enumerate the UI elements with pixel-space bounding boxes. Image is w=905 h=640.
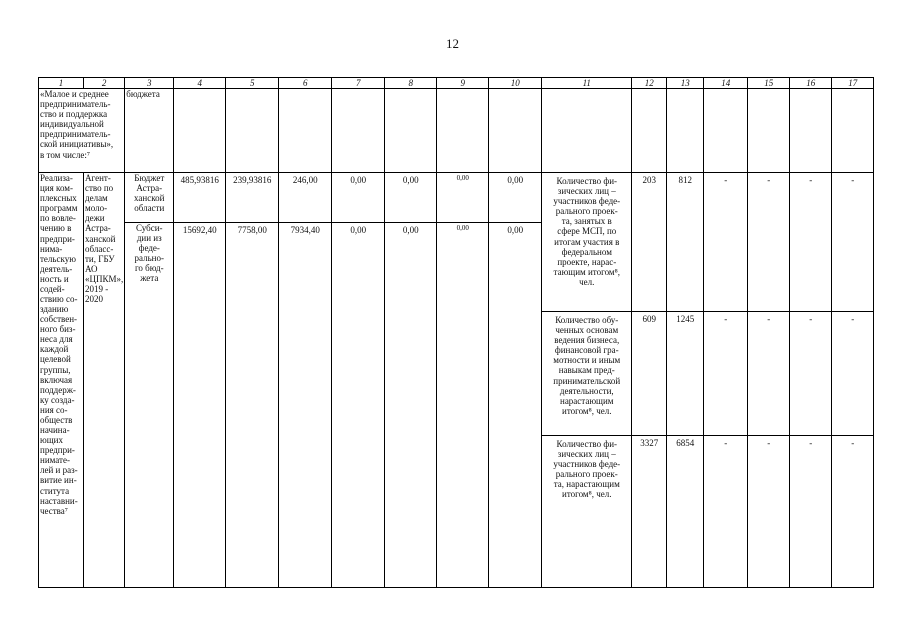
column-header: 3 — [125, 78, 174, 89]
table-cell — [279, 89, 332, 173]
activity-name: Реализа- ция ком- плексных программ по вовле- чению в предпри- нима- тельскую деятель- ность и содей- ствию со- зданию собствен- ного биз- неса для каждой целевой группы, включая поддерж- ку созда- ния со- обществ начина- ющих предпри- нимате- лей и раз- витие ин- ститута наставни- чества⁷ — [39, 173, 84, 588]
indicator-value: 203 — [632, 173, 667, 312]
program-funding-label: бюджета — [125, 89, 174, 173]
indicator-name: Количество фи- зических лиц – участников феде- рального проек- та, занятых в сфере МСП, по итогам участия в федеральном проекте, нарас- тающим итогом⁸, чел. — [542, 173, 632, 312]
column-header: 4 — [174, 78, 226, 89]
indicator-value: - — [704, 312, 748, 436]
table-cell — [385, 89, 437, 173]
indicator-value: - — [748, 312, 790, 436]
indicator-value: - — [832, 312, 874, 436]
column-header: 2 — [84, 78, 125, 89]
funding-value: 0,00 — [332, 223, 385, 588]
indicator-value: 812 — [667, 173, 704, 312]
column-header: 10 — [489, 78, 542, 89]
indicator-value: - — [790, 173, 832, 312]
column-header: 5 — [226, 78, 279, 89]
table-cell — [542, 89, 632, 173]
indicator-name: Количество фи- зических лиц – участников феде- рального проек- та, нарастающим итогом⁸, чел. — [542, 436, 632, 588]
column-header: 12 — [632, 78, 667, 89]
indicator-value: 6854 — [667, 436, 704, 588]
funding-value: 7758,00 — [226, 223, 279, 588]
funding-value: 239,93816 — [226, 173, 279, 223]
funding-value: 0,00 — [489, 223, 542, 588]
activity-row-1 — [39, 173, 874, 223]
funding-value: 7934,40 — [279, 223, 332, 588]
funding-value: 15692,40 — [174, 223, 226, 588]
program-table — [38, 77, 874, 588]
indicator-value: - — [704, 173, 748, 312]
column-header: 8 — [385, 78, 437, 89]
funding-value: 0,00 — [437, 173, 489, 223]
column-header: 1 — [39, 78, 84, 89]
table-cell — [332, 89, 385, 173]
table-cell — [632, 89, 667, 173]
column-header: 7 — [332, 78, 385, 89]
funding-value: 246,00 — [279, 173, 332, 223]
column-header: 6 — [279, 78, 332, 89]
funding-value: 0,00 — [385, 173, 437, 223]
column-header: 14 — [704, 78, 748, 89]
column-header: 15 — [748, 78, 790, 89]
table-cell — [226, 89, 279, 173]
indicator-value: - — [748, 173, 790, 312]
funding-source: Субси- дии из феде- рально- го бюд- жета — [125, 223, 174, 588]
funding-value: 0,00 — [437, 223, 489, 588]
indicator-value: - — [704, 436, 748, 588]
indicator-value: 3327 — [632, 436, 667, 588]
indicator-value: - — [832, 173, 874, 312]
funding-value: 0,00 — [332, 173, 385, 223]
table-cell — [489, 89, 542, 173]
funding-value: 0,00 — [489, 173, 542, 223]
page-number: 12 — [446, 36, 459, 51]
program-title: «Малое и среднее предприниматель- ство и поддержка индивидуальной предприниматель- ской инициативы», в том числе:⁷ — [39, 89, 125, 173]
funding-value: 0,00 — [385, 223, 437, 588]
table-cell — [832, 89, 874, 173]
table-cell — [667, 89, 704, 173]
indicator-value: - — [832, 436, 874, 588]
program-row — [39, 89, 874, 173]
funding-value: 485,93816 — [174, 173, 226, 223]
indicator-value: 609 — [632, 312, 667, 436]
column-header: 17 — [832, 78, 874, 89]
indicator-value: - — [790, 436, 832, 588]
table-cell — [704, 89, 748, 173]
indicator-value: - — [748, 436, 790, 588]
activity-executor: Агент- ство по делам моло- дежи Астра- ханской обласс- ти, ГБУ АО «ЦПКМ», 2019 - 2020 — [84, 173, 125, 588]
table-cell — [437, 89, 489, 173]
indicator-name: Количество обу- ченных основам ведения бизнеса, финансовой гра- мотности и иным навыкам пред- принимательской деятельности, нарастающим итогом⁸, чел. — [542, 312, 632, 436]
column-header: 13 — [667, 78, 704, 89]
funding-source: Бюджет Астра- ханской области — [125, 173, 174, 223]
column-number-row — [39, 78, 874, 89]
table-cell — [174, 89, 226, 173]
column-header: 9 — [437, 78, 489, 89]
indicator-value: - — [790, 312, 832, 436]
table-cell — [790, 89, 832, 173]
column-header: 11 — [542, 78, 632, 89]
table-cell — [748, 89, 790, 173]
column-header: 16 — [790, 78, 832, 89]
indicator-value: 1245 — [667, 312, 704, 436]
